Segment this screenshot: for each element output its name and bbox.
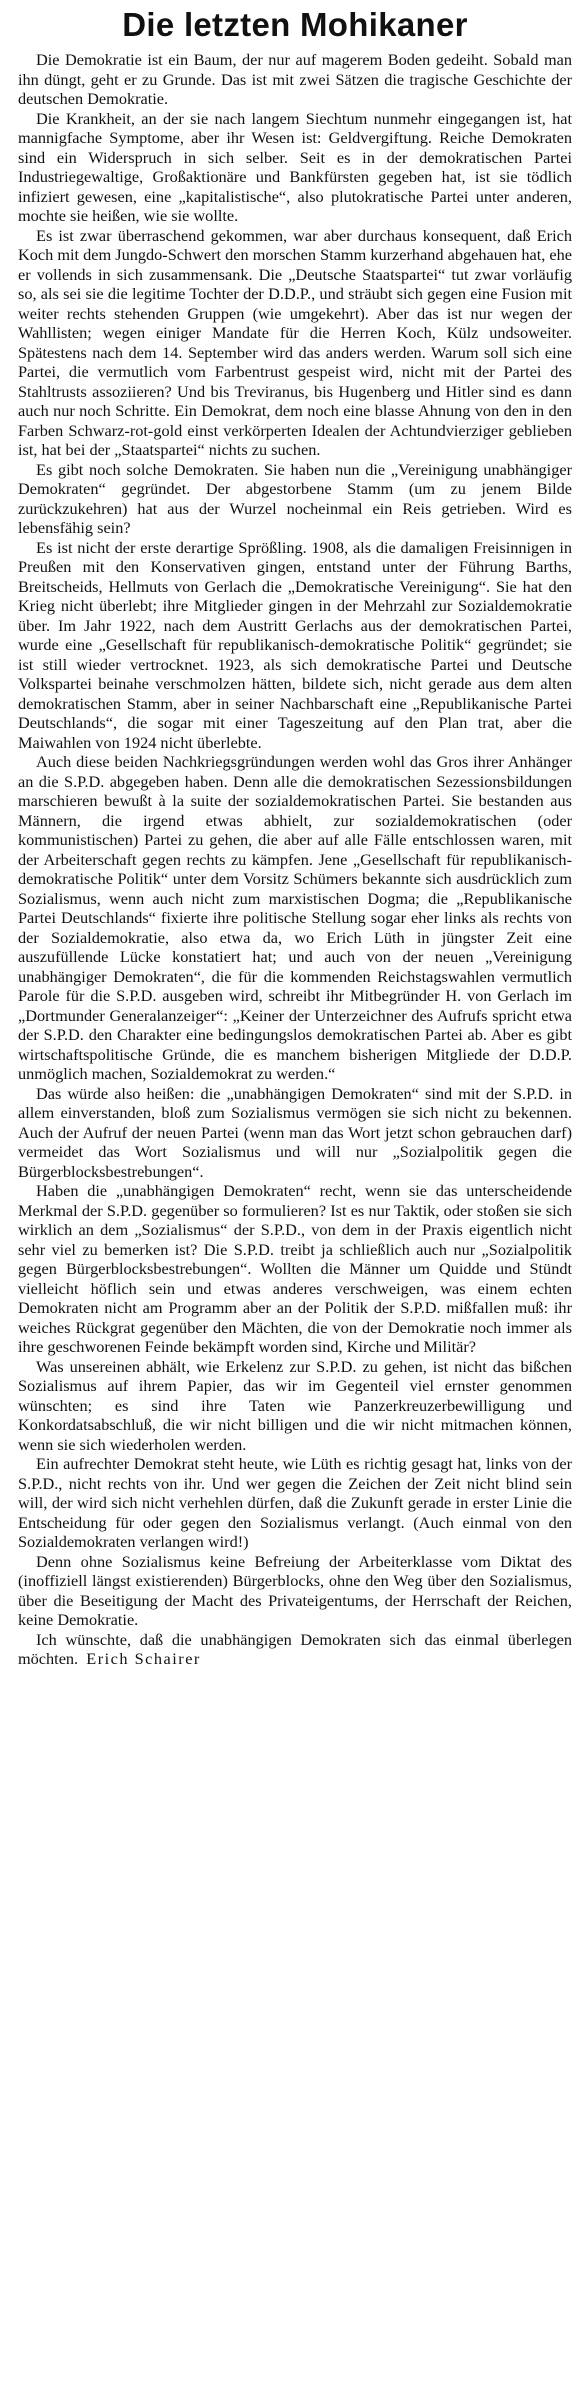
paragraph: Ein aufrechter Demokrat steht heute, wie Lüth es richtig gesagt hat, links von der S.P.D., nicht rechts von ihr. Und wer gegen die Zeichen der Zeit nicht blind sein will, der wird sich nicht verhehlen dürfen, daß die Zukunft gerade in erster Linie die Entscheidung für oder gegen den Sozialismus verlangt. (Auch einmal von den Sozialdemokraten verlangen wird!) xyxy=(18,1454,572,1551)
article-body xyxy=(18,50,572,1669)
article-title: Die letzten Mohikaner xyxy=(122,6,468,43)
author-signature: Erich Schairer xyxy=(86,1649,201,1668)
paragraph: Die Krankheit, an der sie nach langem Siechtum nunmehr eingegangen ist, hat mannigfache Symptome, aber ihr Wesen ist: Geldvergiftung. Reiche Demokraten sind ein Widerspruch in sich selber. Seit es in der demokratischen Partei Industriegewaltige, Großaktionäre und Bankfürsten gegeben hat, ist sie tödlich infiziert gewesen, eine „kapitalistische“, also plutokratische Partei unter anderen, mochte sie heißen, wie sie wollte. xyxy=(18,108,572,225)
paragraph: Die Demokratie ist ein Baum, der nur auf magerem Boden gedeiht. Sobald man ihn düngt, geht er zu Grunde. Das ist mit zwei Sätzen die tragische Geschichte der deutschen Demokratie. xyxy=(18,50,572,108)
closing-sentence: Ich wünschte, daß die unabhängigen Demokraten sich das einmal überlegen möchten. xyxy=(18,1629,572,1668)
paragraph: Es gibt noch solche Demokraten. Sie haben nun die „Vereinigung unabhängiger Demokraten“ gegründet. Der abgestorbene Stamm (um zu jenem Bilde zurückzukehren) hat aus der Wurzel nocheinmal ein Reis getrieben. Wird es lebensfähig sein? xyxy=(18,459,572,537)
closing-paragraph xyxy=(18,1630,572,1669)
paragraph: Das würde also heißen: die „unabhängigen Demokraten“ sind mit der S.P.D. in allem einverstanden, bloß zum Sozialismus vermögen sie sich nicht zu bekennen. Auch der Aufruf der neuen Partei (wenn man das Wort jetzt schon gebrauchen darf) vermeidet das Wort Sozialismus und will nur „Sozialpolitik gegen die Bürgerblocksbestrebungen“. xyxy=(18,1083,572,1181)
paragraph: Denn ohne Sozialismus keine Befreiung der Arbeiterklasse vom Diktat des (inoffiziell längst existierenden) Bürgerblocks, ohne den Weg über den Sozialismus, über die Beseitigung der Macht des Privateigentums, der Herrschaft der Reichen, keine Demokratie. xyxy=(18,1551,572,1629)
paragraph: Es ist zwar überraschend gekommen, war aber durchaus konsequent, daß Erich Koch mit dem Jungdo-Schwert den morschen Stamm kurzerhand abgehauen hat, ehe er vollends in sich zusammensank. Die „Deutsche Staatspartei“ tut zwar vorläufig so, als sei sie die legitime Tochter der D.D.P., und sträubt sich gegen eine Fusion mit weiter rechts stehenden Gruppen (wie umgekehrt). Aber das ist nur wegen der Wahllisten; wegen einiger Mandate für die Herren Koch, Külz undsoweiter. Spätestens nach dem 14. September wird das anders werden. Warum soll sich eine Partei, die vermutlich vom Farbentrust gespeist wird, nicht mit der Partei des Stahltrusts assoziieren? Und bis Treviranus, bis Hugenberg und Hitler sind es dann auch nur noch Schritte. Ein Demokrat, dem noch eine blasse Ahnung von den in den Farben Schwarz-rot-gold einst verkörperten Idealen der Achtundvierziger geblieben ist, hat bei der „Staatspartei“ nichts zu suchen. xyxy=(18,225,572,459)
paragraph: Auch diese beiden Nachkriegsgründungen werden wohl das Gros ihrer Anhänger an die S.P.D. abgegeben haben. Denn alle die demokratischen Sezessionsbildungen marschieren bewußt à la suite der sozialdemokratischen Partei. Sie bestanden aus Männern, die irgend etwas abhielt, zur sozialdemokratischen (oder kommunistischen) Partei zu gehen, die aber auf alle Fälle entschlossen waren, mit der Arbeiterschaft gegen rechts zu kämpfen. Jene „Gesellschaft für republikanisch-demokratische Politik“ unter dem Vorsitz Schümers bekannte sich ausdrücklich zum Sozialismus, wenn auch nicht zum marxistischen Dogma; die „Republikanische Partei Deutschlands“ fixierte ihre politische Stellung sogar eher links als rechts von der Sozialdemokratie, also etwa da, wo Erich Lüth in jüngster Zeit eine auszufüllende Lücke konstatiert hat; und auch von der neuen „Vereinigung unabhängiger Demokraten“, die für die kommenden Reichstagswahlen vermutlich Parole für die S.P.D. ausgeben wird, schreibt ihr Mitbegründer H. von Gerlach im „Dortmunder Generalanzeiger“: „Keiner der Unterzeichner des Aufrufs spricht etwa der S.P.D. den Charakter eine bedingungslos demokratischen Partei ab. Aber es gibt wirtschaftspolitische Gründe, die es manchem bisherigen Mitgliede der D.D.P. unmöglich machen, Sozialdemokrat zu werden.“ xyxy=(18,752,572,1083)
paragraph: Haben die „unabhängigen Demokraten“ recht, wenn sie das unterscheidende Merkmal der S.P.D. gegenüber so formulieren? Ist es nur Taktik, oder stoßen sie sich wirklich an dem „Sozialismus“ der S.P.D., von dem in der Praxis eigentlich nicht sehr viel zu bemerken ist? Die S.P.D. treibt ja schließlich auch nur „Sozialpolitik gegen Bürgerblocksbestrebungen“. Wollten die Männer um Quidde und Stündt vielleicht höflich sein und etwas anderes verschweigen, was einem echten Demokraten nicht am Programm aber an der Politik der S.P.D. mißfallen muß: ihr weiches Rückgrat gegenüber den Mächten, die von der Demokratie noch immer als ihre geschworenen Feinde bekämpft worden sind, Kirche und Militär? xyxy=(18,1181,572,1356)
paragraph: Was unsereinen abhält, wie Erkelenz zur S.P.D. zu gehen, ist nicht das bißchen Sozialismus auf ihrem Papier, das wir im Gegenteil viel ernster genommen wünschten; es sind ihre Taten wie Panzerkreuzerbewilligung und Konkordatsabschluß, die wir nicht billigen und die wir nicht mitmachen können, wenn sie sich wiederholen werden. xyxy=(18,1356,572,1454)
paragraph: Es ist nicht der erste derartige Sprößling. 1908, als die damaligen Freisinnigen in Preußen mit den Konservativen gingen, entstand unter der Führung Barths, Breitscheids, Hellmuts von Gerlach die „Demokratische Vereinigung“. Sie hat den Krieg nicht überlebt; ihre Mitglieder gingen in der Mehrzahl zur Sozialdemokratie über. Im Jahr 1922, nach dem Austritt Gerlachs aus der demokratischen Partei, wurde eine „Gesellschaft für republikanisch-demokratische Politik“ gegründet; sie ist still wieder vertrocknet. 1923, als sich demokratische Partei und Deutsche Volkspartei beinahe verschmolzen hätten, bildete sich, nicht gerade aus dem alten demokratischen Stamm, aber in seiner Nachbarschaft eine „Republikanische Partei Deutschlands“, die sogar mit einer Tageszeitung auf den Plan trat, aber die Maiwahlen von 1924 nicht überlebte. xyxy=(18,537,572,752)
